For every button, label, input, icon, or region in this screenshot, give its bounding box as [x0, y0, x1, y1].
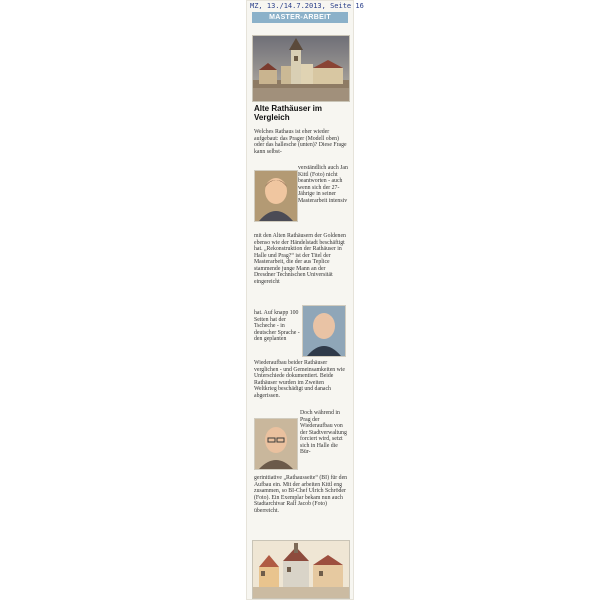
- article-paragraph-7: gerinitiative „Rathausseite“ (BI) für den Aufbau ein. Mit der arbeiten Kittl eng zusammen, so BI-Chef Ulrich Schröder (Foto). Ein Exemplar bekam nun auch Stadtarchivar Ralf Jacob (Foto) überreicht.: [254, 475, 348, 514]
- rubric-label: MASTER-ARBEIT: [252, 12, 348, 23]
- handwritten-source-note: MZ, 13./14.7.2013, Seite 16: [250, 2, 364, 10]
- jan-kittl-portrait: [254, 170, 298, 222]
- halle-town-hall-drawing: [252, 540, 350, 599]
- article-headline: Alte Rathäuser im Vergleich: [254, 104, 323, 122]
- ralf-jacob-portrait: [254, 418, 298, 470]
- ulrich-schroeder-portrait: [302, 305, 346, 357]
- article-paragraph-6: Doch während in Prag der Wiederaufbau von der Stadtverwaltung forciert wird, setzt sich in Halle die Bür-: [300, 410, 347, 455]
- prague-town-hall-model-photo: [252, 35, 350, 102]
- article-paragraph-5: Wiederaufbau beider Rathäuser verglichen - und Gemeinsamkeiten wie Unterschiede dokumentiert. Beide Rathäuser wurden im Zweiten Weltkrieg beschädigt und danach abgerissen.: [254, 360, 346, 399]
- article-paragraph-4: hat. Auf knapp 100 Seiten hat der Tscheche - in deutscher Sprache - den geplanten: [254, 310, 300, 342]
- article-paragraph-2: verständlich auch Jan Kittl (Foto) nicht beantworten - auch wenn sich der 27-Jährige in seiner Masterarbeit intensiv: [298, 165, 348, 204]
- newspaper-clipping: [246, 0, 364, 600]
- article-paragraph-1: Welches Rathaus ist eher wieder aufgebaut: das Prager (Modell oben) oder das hallesche (unten)? Diese Frage kann selbst-: [254, 129, 347, 155]
- article-paragraph-3: mit den Alten Rathäusern der Goldenen ebenso wie der Händelstadt beschäftigt hat. „Rekonstruktion der Rathäuser in Halle und Prag?“ ist der Titel der Masterarbeit, die der aus Teplice stammende junge Mann an der Dresdner Technischen Universität eingereicht: [254, 233, 346, 285]
